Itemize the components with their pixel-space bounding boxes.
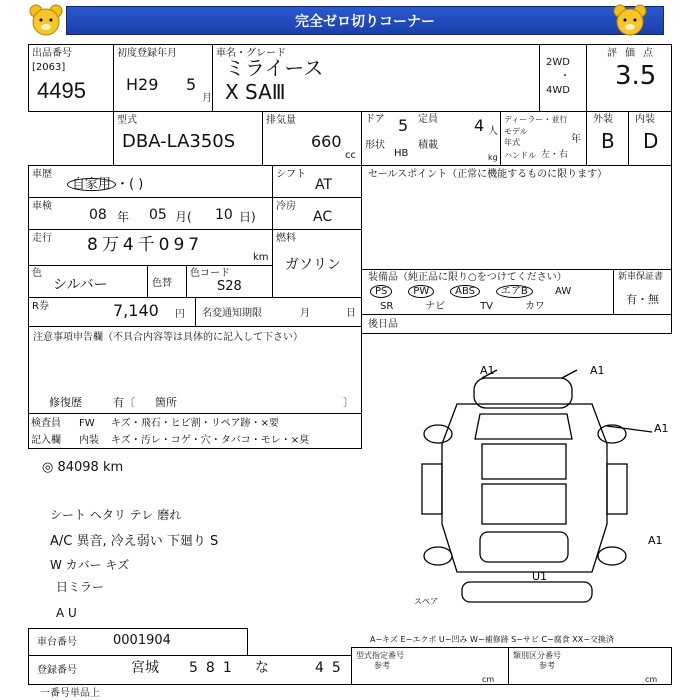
left-doors-outline: [422, 464, 442, 514]
dealer-label: ディーラー・並行: [504, 115, 568, 124]
lot-number-box: [28, 44, 114, 112]
equipment-box: [361, 269, 614, 315]
plate-class: 581: [189, 660, 240, 676]
damage-legend: A−キズ E−エクボ U−凹み W−補修跡 S−サビ C−腐食 XX−交換済: [370, 635, 614, 644]
score-label: 評価点: [607, 48, 661, 59]
name-change-label: 名変通知期限: [202, 308, 262, 319]
shape-label: 形状: [365, 140, 385, 151]
mileage: 8万4千097: [87, 235, 204, 255]
selling-points-box: [361, 165, 672, 270]
interior-grade: D: [643, 129, 659, 153]
damage-mark: A1: [590, 364, 605, 377]
ac-label: 冷房: [276, 201, 296, 212]
footer-next: 一番号単品上: [40, 688, 100, 699]
displacement: 660: [311, 132, 342, 151]
recycle-label: R券: [32, 301, 49, 312]
lot-label: 出品番号: [32, 48, 72, 59]
plate-number: 45: [315, 660, 349, 676]
ac: AC: [313, 209, 333, 225]
equip-ps: PS: [370, 285, 392, 298]
memo-area: [28, 448, 362, 630]
equip-navi: ナビ: [425, 301, 446, 312]
damage-mark: A1: [654, 422, 669, 435]
recycle-amount: 7,140: [113, 301, 159, 320]
selling-points-title: セールスポイント（正常に機能するものに限ります）: [368, 169, 608, 180]
front-left-wheel: [424, 425, 452, 443]
car-damage-diagram: [362, 334, 672, 634]
equip-pw: PW: [408, 285, 434, 298]
equip-sr: SR: [380, 301, 394, 312]
banner-title: 完全ゼロ切りコーナー: [66, 6, 664, 35]
dealer-box: [500, 111, 587, 166]
equip-abs: ABS: [450, 285, 480, 298]
registration-era: H29: [126, 75, 159, 94]
fuel-box: [272, 229, 362, 298]
damage-mark: A1: [648, 534, 663, 547]
ac-box: [272, 197, 362, 230]
chassis-number: 0001904: [113, 633, 171, 648]
memo-line: W カバー キズ: [50, 558, 130, 572]
history-value: 自家用: [67, 178, 116, 191]
inspection-year: 08: [89, 207, 107, 223]
interior-label: 内装: [635, 114, 655, 125]
memo-line: A/C 異音, 冷え弱い 下廻り S: [50, 534, 219, 549]
color-label: 色: [32, 268, 42, 279]
plate-row: [28, 655, 352, 685]
chassis-label: 車台番号: [37, 637, 77, 648]
registration-label: 初度登録年月: [117, 48, 177, 59]
fw-row: キズ・飛石・ヒビ割・リペア跡・×要: [111, 418, 279, 429]
trunk-outline: [480, 532, 568, 562]
repair-place: 箇所: [155, 396, 177, 409]
model-code: DBA-LA350S: [122, 131, 236, 152]
plate-area: 宮城: [131, 660, 159, 676]
fuel-label: 燃料: [276, 233, 296, 244]
damage-mark: U1: [532, 570, 548, 583]
hood-outline: [475, 414, 572, 439]
first-registration-box: [113, 44, 213, 112]
car-grade: X SAⅢ: [225, 80, 286, 104]
mileage-unit: km: [253, 252, 269, 263]
shift-box: [272, 165, 362, 198]
recycle-box: [28, 297, 196, 327]
shift: AT: [315, 177, 333, 193]
memo-line: ◎ 84098 km: [42, 460, 124, 475]
name-change-box: 名変通知期限 月 日: [195, 297, 362, 327]
seats: 4: [474, 116, 485, 135]
plate-label: 登録番号: [37, 665, 77, 676]
memo-line: 日ミラー: [56, 580, 105, 594]
fuel: ガソリン: [285, 257, 341, 273]
registration-month: 5: [186, 75, 197, 94]
rear-bumper-outline: [462, 582, 592, 602]
model-year-label: モデル年式: [504, 127, 528, 147]
interior-tag: 内装: [79, 435, 99, 446]
recycle-unit: 円: [175, 309, 185, 320]
shape: HB: [394, 148, 409, 159]
equip-leather: カワ: [524, 301, 545, 312]
memo-line: A U: [56, 606, 77, 620]
form-label: 型式指定番号: [356, 651, 404, 660]
score-value: 3.5: [615, 61, 657, 91]
drive-box: 2WD ・ 4WD: [539, 44, 587, 112]
exterior-grade: B: [601, 129, 615, 153]
form-number-box: 型式指定番号 参考 cm: [351, 647, 509, 685]
fw-tag: FW: [79, 418, 95, 429]
color-box: [28, 265, 148, 298]
inspection-month: 05: [149, 207, 167, 223]
shift-label: シフト: [276, 169, 306, 180]
lot-number: 4495: [37, 78, 86, 103]
displacement-unit: cc: [345, 150, 356, 161]
rear-items-label: 後日品: [368, 319, 398, 330]
displacement-box: [262, 111, 362, 166]
notes-box: 注意事項申告欄（不具合内容等は具体的に記入して下さい） 修復歴 有〔 箇所 〕: [28, 326, 362, 414]
year-unit: 年: [571, 134, 581, 145]
seats-unit: 人: [488, 126, 498, 137]
repair-value: 有〔: [113, 396, 135, 409]
bear-mascot-icon: [612, 3, 648, 37]
class-number-box: 類別区分番号 参考 cm: [508, 647, 672, 685]
load-label: 積載: [418, 140, 438, 151]
handle-label: ハンドル: [504, 151, 536, 160]
score-box: [586, 44, 672, 112]
color-code-box: [186, 265, 273, 298]
roof-outline: [482, 444, 566, 479]
color: シルバー: [53, 277, 108, 293]
banner: [0, 0, 700, 40]
history-label: 車歴: [32, 169, 52, 180]
color-code: S28: [217, 279, 242, 294]
warranty-box: [613, 269, 672, 315]
lot-sub: [2063]: [32, 62, 66, 73]
inspection-day: 10: [215, 207, 233, 223]
drive-4wd: 4WD: [546, 85, 570, 96]
model-code-label: 型式: [117, 115, 137, 126]
history-rest: ・( ): [116, 177, 144, 192]
interior-row: キズ・汚レ・コゲ・穴・タバコ・モレ・×臭: [111, 435, 310, 446]
rear-left-wheel: [424, 547, 452, 565]
car-name: ミライース: [225, 56, 324, 80]
notes-title: 注意事項申告欄（不具合内容等は具体的に記入して下さい）: [33, 332, 303, 343]
car-name-label: 車名・グレード: [216, 48, 286, 59]
car-name-box: [212, 44, 540, 112]
plate-kana: な: [255, 660, 269, 676]
handle-value: 左・右: [541, 150, 569, 160]
mileage-label: 走行: [32, 233, 52, 244]
inspection-row: 車検 08 年 05 月( 10 日): [28, 197, 273, 230]
exterior-grade-box: [586, 111, 629, 166]
tone-box: [147, 265, 187, 298]
ref-label: 参考: [374, 661, 390, 670]
history-row: [28, 165, 273, 198]
right-doors-outline: [607, 464, 627, 514]
mileage-row: [28, 229, 273, 266]
interior-grade-box: [628, 111, 672, 166]
inspector-box: [28, 413, 362, 449]
roof-rear-outline: [482, 484, 566, 524]
inspector-field-label: 記入欄: [31, 435, 61, 446]
drive-2wd: 2WD: [546, 57, 570, 68]
repair-label: 修復歴: [49, 396, 82, 409]
seats-label: 定員: [418, 114, 438, 125]
displacement-label: 排気量: [266, 115, 296, 126]
inspector-label: 検査員: [31, 418, 61, 429]
month-unit: 月: [202, 93, 212, 104]
warranty-value: 有・無: [626, 293, 659, 306]
memo-line: シート ヘタリ テレ 磨れ: [50, 508, 182, 522]
model-code-box: [113, 111, 263, 166]
equip-tv: TV: [480, 301, 494, 312]
body-outline: [442, 404, 607, 572]
chassis-row: [28, 628, 248, 656]
color-code-label: 色コード: [190, 268, 230, 279]
body-info-box: [361, 111, 501, 166]
equip-airbag: エアB: [496, 285, 533, 298]
damage-mark: A1: [480, 364, 495, 377]
load-unit: kg: [488, 153, 498, 162]
equip-aw: AW: [555, 286, 572, 297]
doors-label: ドア: [365, 114, 385, 125]
tone-label: 色替: [152, 278, 172, 289]
rear-items-box: [361, 314, 672, 334]
doors: 5: [398, 116, 409, 135]
exterior-label: 外装: [593, 114, 613, 125]
inspection-label: 車検: [32, 201, 52, 212]
bear-mascot-icon: [28, 3, 64, 37]
warranty-label: 新車保証書: [618, 272, 664, 282]
rear-right-wheel: [598, 547, 626, 565]
class-label: 類別区分番号: [513, 651, 561, 660]
equipment-title: 装備品（純正品に限り○をつけてください）: [368, 272, 567, 283]
spare-label: スペア: [414, 597, 438, 606]
